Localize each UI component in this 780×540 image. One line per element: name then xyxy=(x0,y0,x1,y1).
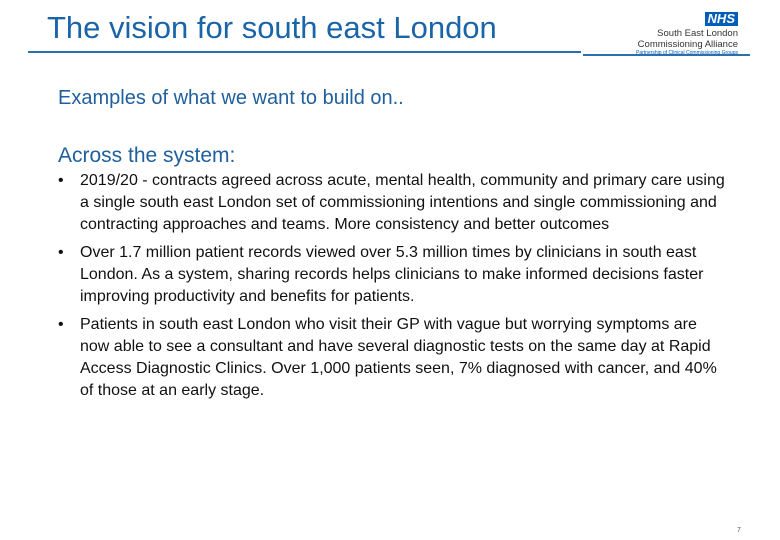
logo-line-2: Commissioning Alliance xyxy=(637,39,738,50)
list-item xyxy=(58,242,728,308)
title-underline xyxy=(28,51,581,53)
nhs-logo xyxy=(636,10,738,57)
page-title: The vision for south east London xyxy=(47,10,497,45)
bullet-list xyxy=(58,170,728,408)
bullet-icon: • xyxy=(58,172,64,189)
list-item xyxy=(58,314,728,402)
list-item-text: 2019/20 - contracts agreed across acute, mental health, community and primary care using a single south east London set of commissioning intentions and single commissioning and contracting approaches and teams. More consistency and better outcomes xyxy=(80,172,725,233)
bullet-icon: • xyxy=(58,316,64,333)
section-heading: Across the system: xyxy=(58,144,236,167)
logo-line-1: South East London xyxy=(657,28,738,39)
bullet-icon: • xyxy=(58,244,64,261)
list-item xyxy=(58,170,728,236)
subtitle: Examples of what we want to build on.. xyxy=(58,87,404,109)
list-item-text: Over 1.7 million patient records viewed over 5.3 million times by clinicians in south east London. As a system, sharing records helps clinicians to make informed decisions faster improving productivity and benefits for patients. xyxy=(80,244,704,305)
nhs-badge: NHS xyxy=(705,12,738,26)
list-item-text: Patients in south east London who visit their GP with vague but worrying symptoms are now able to see a consultant and have several diagnostic tests on the same day at Rapid Access Diagnostic Clinics. Over 1,000 patients seen, 7% diagnosed with cancer, and 40% of those at an early stage. xyxy=(80,316,717,399)
logo-line-3: Partnership of Clinical Commissioning Groups xyxy=(636,50,738,56)
page-number: 7 xyxy=(737,527,741,534)
